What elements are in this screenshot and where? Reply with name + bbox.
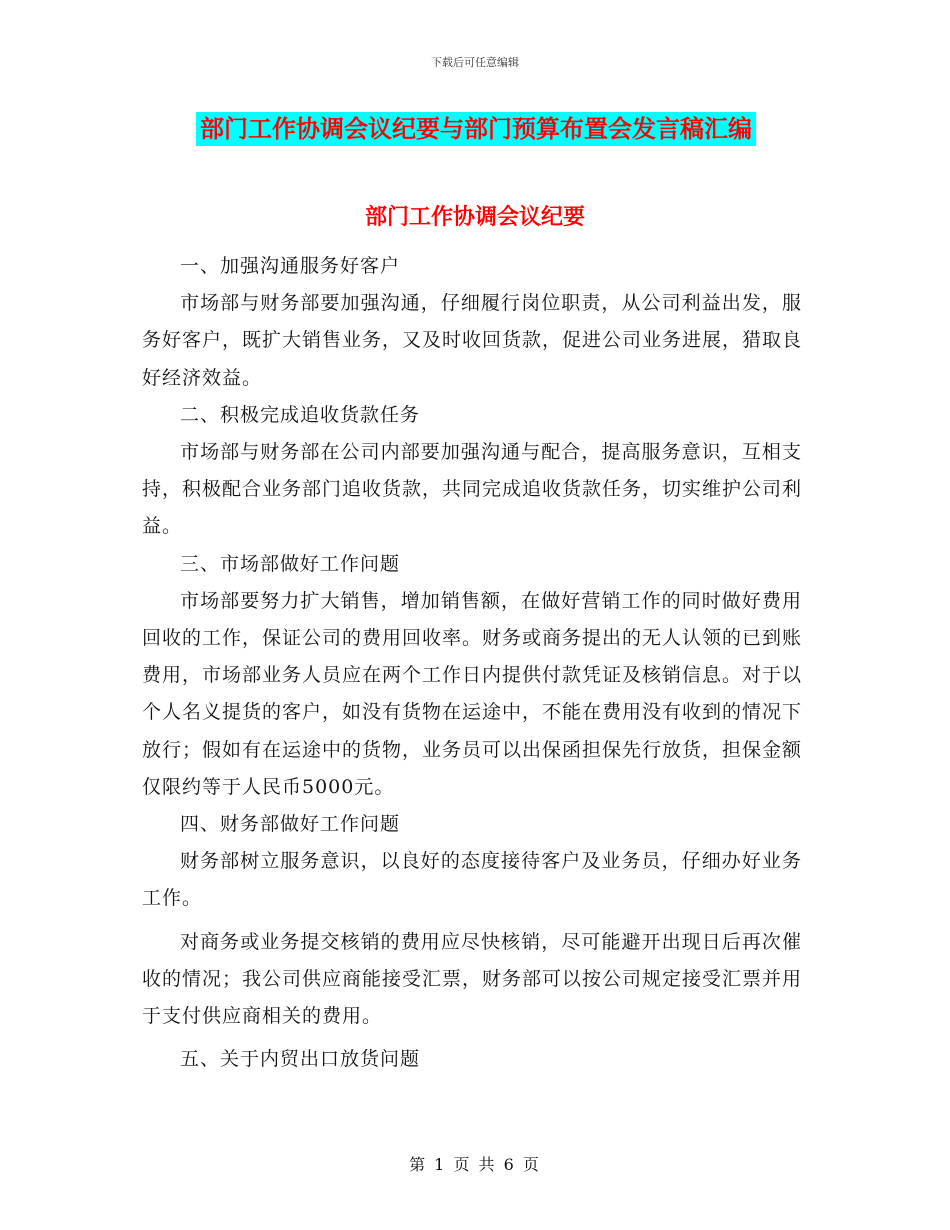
paragraph-3: 市场部要努力扩大销售，增加销售额，在做好营销工作的同时做好费用回收的工作，保证公司的费用回收率。财务或商务提出的无人认领的已到账费用，市场部业务人员应在两个工作日内提供付款凭证及核销信息。对于以个人名义提货的客户，如没有货物在运途中，不能在费用没有收到的情况下放行；假如有在运途中的货物，业务员可以出保函担保先行放货，担保金额仅限约等于人民币5000元。 xyxy=(142,589,803,798)
page-footer: 第 1 页 共 6 页 xyxy=(409,1155,541,1174)
document-title: 部门工作协调会议纪要与部门预算布置会发言稿汇编 xyxy=(196,112,756,146)
paragraph-4b: 对商务或业务提交核销的费用应尽快核销，尽可能避开出现日后再次催收的情况；我公司供应商能接受汇票，财务部可以按公司规定接受汇票并用于支付供应商相关的费用。 xyxy=(142,930,803,1028)
paragraph-2: 市场部与财务部在公司内部要加强沟通与配合，提高服务意识，互相支持，积极配合业务部门追收货款，共同完成追收货款任务，切实维护公司利益。 xyxy=(142,441,803,538)
heading-3: 三、市场部做好工作问题 xyxy=(180,552,401,575)
heading-2: 二、积极完成追收货款任务 xyxy=(180,403,421,426)
paragraph-4a: 财务部树立服务意识，以良好的态度接待客户及业务员，仔细办好业务工作。 xyxy=(142,850,802,910)
paragraph-1: 市场部与财务部要加强沟通，仔细履行岗位职责，从公司利益出发，服务好客户，既扩大销售业务，又及时收回货款，促进公司业务进展，猎取良好经济效益。 xyxy=(142,292,803,389)
heading-4: 四、财务部做好工作问题 xyxy=(180,813,401,836)
section-title: 部门工作协调会议纪要 xyxy=(364,204,585,230)
heading-5: 五、关于内贸出口放货问题 xyxy=(180,1048,421,1071)
page-header: 下载后可任意编辑 xyxy=(431,56,519,69)
heading-1: 一、加强沟通服务好客户 xyxy=(180,255,401,277)
document-body xyxy=(142,248,802,1078)
